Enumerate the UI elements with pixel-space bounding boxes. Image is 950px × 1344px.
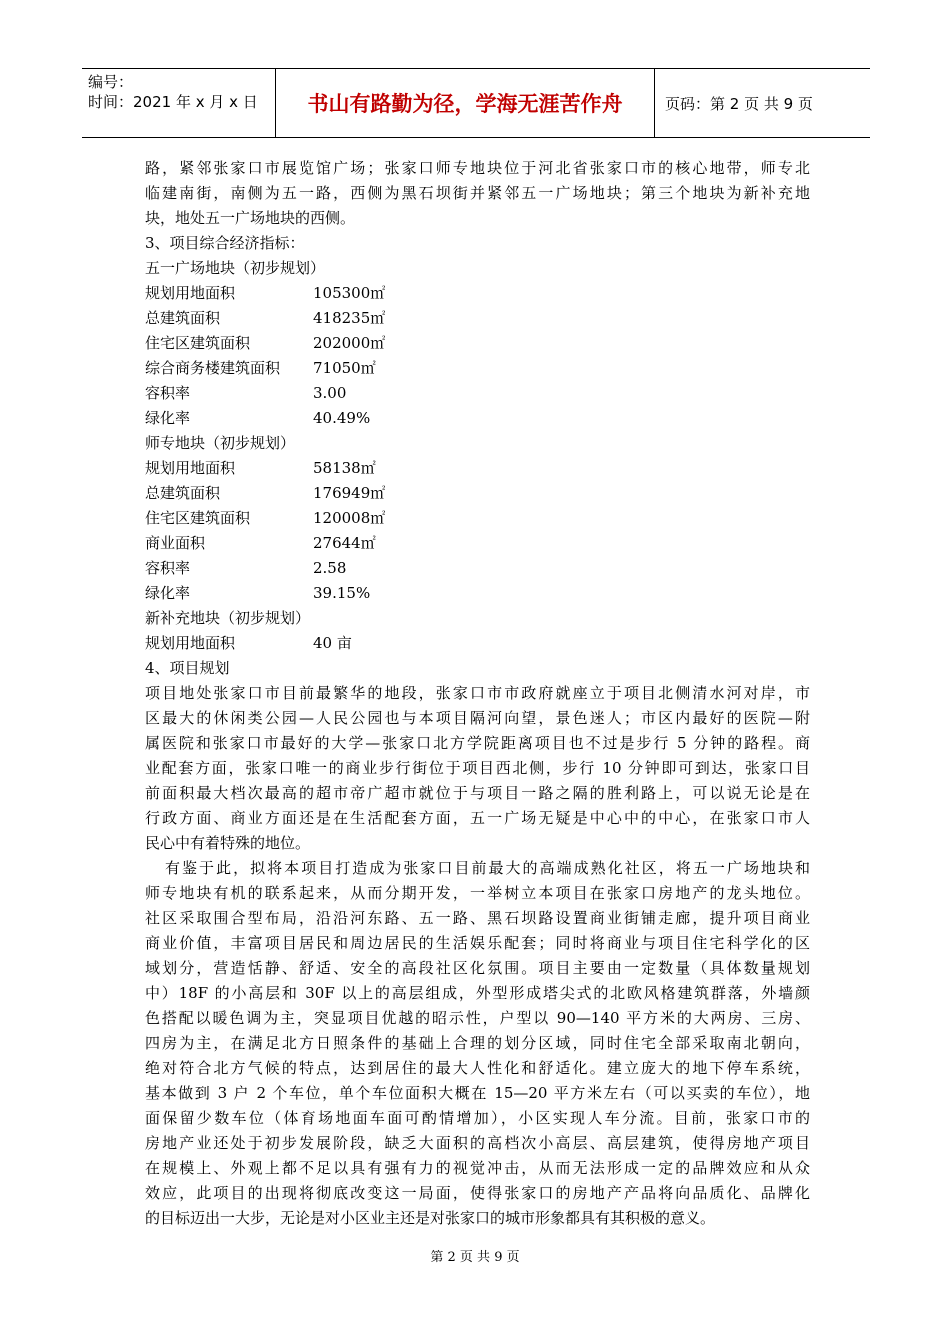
indicator-value: 58138㎡ — [313, 459, 376, 477]
indicator-label: 总建筑面积 — [145, 309, 221, 327]
indicator-block-shizhuan — [145, 431, 810, 606]
text-line: 中）18F 的小高层和 30F 以上的高层组成，外型形成塔尖式的北欧风格建筑群落，外墙颜 — [145, 984, 810, 1002]
header-meta — [82, 69, 276, 137]
indicator-row — [145, 531, 810, 556]
text-line: 块，地处五一广场地块的西侧。 — [145, 209, 356, 227]
header-motto: 书山有路勤为径，学海无涯苦作舟 — [276, 69, 655, 137]
indicator-value: 71050㎡ — [313, 359, 376, 377]
indicator-value: 3.00 — [313, 384, 347, 402]
text-line: 行政方面、商业方面还是在生活配套方面，五一广场无疑是中心中的中心，在张家口市人 — [145, 809, 810, 827]
text-line: 有鉴于此，拟将本项目打造成为张家口目前最大的高端成熟化社区，将五一广场地块和 — [165, 859, 810, 877]
planning-paragraph-1 — [145, 681, 810, 856]
indicator-row — [145, 381, 810, 406]
text-line: 民心中有着特殊的地位。 — [145, 834, 311, 852]
indicator-block-new — [145, 606, 810, 656]
time-label: 时间：2021 年 x 月 x 日 — [88, 93, 258, 111]
indicator-value: 202000㎡ — [313, 334, 386, 352]
indicator-row — [145, 356, 810, 381]
indicator-label: 住宅区建筑面积 — [145, 509, 251, 527]
indicator-value: 27644㎡ — [313, 534, 376, 552]
text-line: 临建南街，南侧为五一路，西侧为黑石坝街并紧邻五一广场地块；第三个地块为新补充地 — [145, 184, 810, 202]
text-line: 区最大的休闲类公园—人民公园也与本项目隔河向望，景色迷人；市区内最好的医院—附 — [145, 709, 810, 727]
indicator-row — [145, 556, 810, 581]
indicator-row — [145, 506, 810, 531]
block-title: 师专地块（初步规划） — [145, 434, 296, 452]
text-line: 域划分，营造恬静、舒适、安全的高段社区化氛围。项目主要由一定数量（具体数量规划 — [145, 959, 810, 977]
indicator-value: 176949㎡ — [313, 484, 386, 502]
block-title: 五一广场地块（初步规划） — [145, 259, 326, 277]
text-line: 面保留少数车位（体育场地面车面可酌情增加），小区实现人车分流。目前，张家口市的 — [145, 1109, 810, 1127]
indicator-label: 总建筑面积 — [145, 484, 221, 502]
indicator-value: 2.58 — [313, 559, 347, 577]
indicator-value: 39.15% — [313, 584, 371, 602]
indicator-row — [145, 281, 810, 306]
indicator-label: 规划用地面积 — [145, 284, 236, 302]
text-line: 房地产业还处于初步发展阶段，缺乏大面积的高档次小高层、高层建筑，使得房地产项目 — [145, 1134, 810, 1152]
indicator-row — [145, 581, 810, 606]
intro-paragraph — [145, 156, 810, 231]
indicator-label: 规划用地面积 — [145, 634, 236, 652]
text-line: 属医院和张家口市最好的大学—张家口北方学院距离项目也不过是步行 5 分钟的路程。商 — [145, 734, 810, 752]
indicator-label: 商业面积 — [145, 534, 206, 552]
indicator-row — [145, 631, 810, 656]
section-3-title: 3、项目综合经济指标： — [145, 234, 305, 252]
text-line: 色搭配以暖色调为主，突显项目优越的昭示性，户型以 90—140 平方米的大两房、三房、 — [145, 1009, 810, 1027]
indicator-row — [145, 481, 810, 506]
indicator-label: 绿化率 — [145, 584, 191, 602]
text-line: 基本做到 3 户 2 个车位，单个车位面积大概在 15—20 平方米左右（可以买卖的车位），地 — [145, 1084, 810, 1102]
text-line: 在规模上、外观上都不足以具有强有力的视觉冲击，从而无法形成一定的品牌效应和从众 — [145, 1159, 810, 1177]
text-line: 路，紧邻张家口市展览馆广场；张家口师专地块位于河北省张家口市的核心地带，师专北 — [145, 159, 810, 177]
indicator-label: 绿化率 — [145, 409, 191, 427]
text-line: 四房为主，在满足北方日照条件的基础上合理的划分区域，同时住宅全部采取南北朝向， — [145, 1034, 810, 1052]
number-label: 编号： — [88, 73, 134, 91]
indicator-label: 容积率 — [145, 384, 191, 402]
page-footer: 第 2 页 共 9 页 — [430, 1250, 520, 1265]
indicator-value: 40 亩 — [313, 634, 352, 652]
text-line: 师专地块有机的联系起来，从而分期开发，一举树立本项目在张家口房地产的龙头地位。 — [145, 884, 810, 902]
section-4-title: 4、项目规划 — [145, 659, 230, 677]
text-line: 商业价值，丰富项目居民和周边居民的生活娱乐配套；同时将商业与项目住宅科学化的区 — [145, 934, 810, 952]
indicator-value: 105300㎡ — [313, 284, 386, 302]
text-line: 社区采取围合型布局，沿沿河东路、五一路、黑石坝路设置商业街铺走廊，提升项目商业 — [145, 909, 810, 927]
text-line: 的目标迈出一大步，无论是对小区业主还是对张家口的城市形象都具有其积极的意义。 — [145, 1209, 716, 1227]
page-header — [82, 68, 870, 138]
indicator-label: 容积率 — [145, 559, 191, 577]
indicator-block-wuyi — [145, 256, 810, 431]
indicator-value: 40.49% — [313, 409, 371, 427]
text-line: 效应，此项目的出现将彻底改变这一局面，使得张家口的房地产产品将向品质化、品牌化 — [145, 1184, 810, 1202]
text-line: 前面积最大档次最高的超市帝广超市就位于与项目一路之隔的胜利路上，可以说无论是在 — [145, 784, 810, 802]
indicator-label: 综合商务楼建筑面积 — [145, 359, 281, 377]
block-title: 新补充地块（初步规划） — [145, 609, 311, 627]
header-page-code: 页码：第 2 页 共 9 页 — [665, 94, 813, 113]
indicator-row — [145, 306, 810, 331]
indicator-row — [145, 331, 810, 356]
indicator-row — [145, 456, 810, 481]
indicator-label: 住宅区建筑面积 — [145, 334, 251, 352]
indicator-value: 120008㎡ — [313, 509, 386, 527]
text-line: 业配套方面，张家口唯一的商业步行街位于项目西北侧，步行 10 分钟即可到达，张家口目 — [145, 759, 810, 777]
text-line: 项目地处张家口市目前最繁华的地段，张家口市市政府就座立于项目北侧清水河对岸，市 — [145, 684, 810, 702]
text-line: 绝对符合北方气候的特点，达到居住的最大人性化和舒适化。建立庞大的地下停车系统， — [145, 1059, 810, 1077]
indicator-value: 418235㎡ — [313, 309, 386, 327]
indicator-label: 规划用地面积 — [145, 459, 236, 477]
document-body — [145, 156, 810, 1231]
planning-paragraph-2 — [145, 856, 810, 1231]
indicator-row — [145, 406, 810, 431]
